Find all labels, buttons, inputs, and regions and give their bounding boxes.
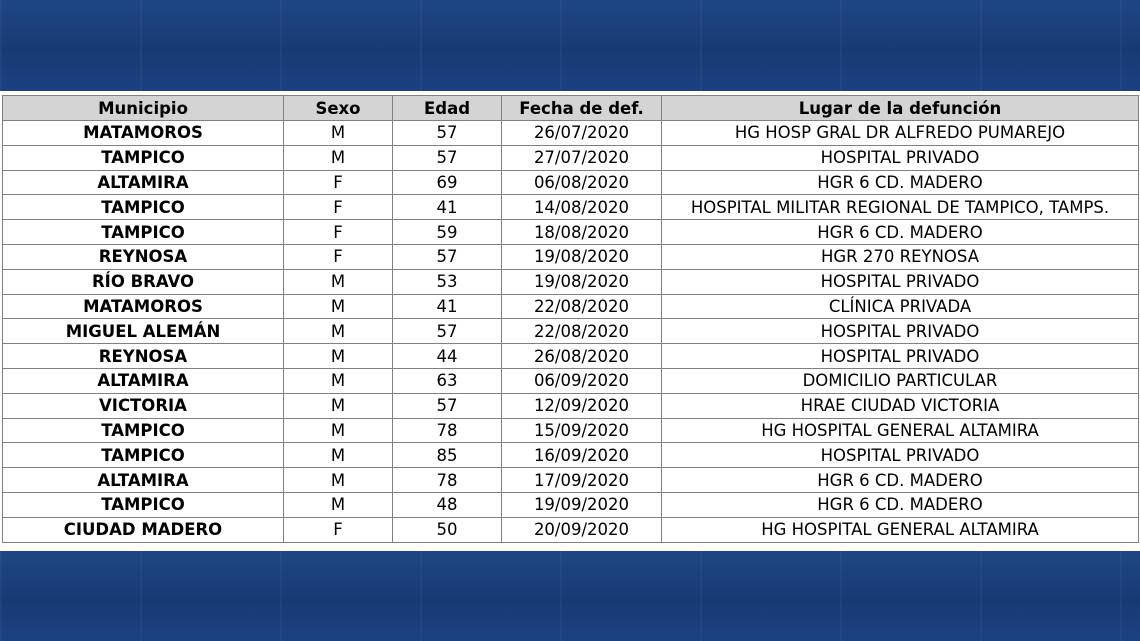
- table-row: [3, 443, 1139, 468]
- cell-edad: 78: [393, 468, 502, 493]
- cell-sexo: M: [284, 319, 393, 344]
- header-municipio: Municipio: [3, 96, 284, 121]
- cell-fecha: 18/08/2020: [502, 220, 662, 245]
- cell-lugar: HOSPITAL PRIVADO: [662, 319, 1139, 344]
- cell-edad: 59: [393, 220, 502, 245]
- cell-municipio: ALTAMIRA: [3, 170, 284, 195]
- cell-municipio: REYNOSA: [3, 244, 284, 269]
- table-row: [3, 344, 1139, 369]
- cell-lugar: HRAE CIUDAD VICTORIA: [662, 393, 1139, 418]
- cell-fecha: 12/09/2020: [502, 393, 662, 418]
- cell-municipio: TAMPICO: [3, 145, 284, 170]
- cell-municipio: MIGUEL ALEMÁN: [3, 319, 284, 344]
- table-row: [3, 418, 1139, 443]
- cell-lugar: HG HOSP GRAL DR ALFREDO PUMAREJO: [662, 121, 1139, 146]
- cell-fecha: 27/07/2020: [502, 145, 662, 170]
- table-row: [3, 319, 1139, 344]
- cell-fecha: 22/08/2020: [502, 319, 662, 344]
- cell-fecha: 15/09/2020: [502, 418, 662, 443]
- cell-sexo: F: [284, 170, 393, 195]
- cell-lugar: HOSPITAL PRIVADO: [662, 269, 1139, 294]
- cell-lugar: HOSPITAL PRIVADO: [662, 145, 1139, 170]
- cell-edad: 57: [393, 244, 502, 269]
- cell-lugar: HG HOSPITAL GENERAL ALTAMIRA: [662, 418, 1139, 443]
- cell-fecha: 17/09/2020: [502, 468, 662, 493]
- cell-municipio: RÍO BRAVO: [3, 269, 284, 294]
- cell-edad: 57: [393, 121, 502, 146]
- header-lugar: Lugar de la defunción: [662, 96, 1139, 121]
- cell-fecha: 06/09/2020: [502, 368, 662, 393]
- table-body: [3, 121, 1139, 543]
- cell-edad: 57: [393, 145, 502, 170]
- header-row: [3, 96, 1139, 121]
- table-row: [3, 220, 1139, 245]
- table-row: [3, 393, 1139, 418]
- cell-fecha: 26/08/2020: [502, 344, 662, 369]
- cell-lugar: HGR 6 CD. MADERO: [662, 468, 1139, 493]
- cell-edad: 69: [393, 170, 502, 195]
- cell-municipio: TAMPICO: [3, 443, 284, 468]
- background-top-band: [0, 0, 1140, 91]
- cell-municipio: VICTORIA: [3, 393, 284, 418]
- table-row: [3, 145, 1139, 170]
- cell-sexo: M: [284, 145, 393, 170]
- table-row: [3, 492, 1139, 517]
- cell-sexo: M: [284, 393, 393, 418]
- cell-municipio: TAMPICO: [3, 195, 284, 220]
- cell-sexo: M: [284, 368, 393, 393]
- cell-fecha: 22/08/2020: [502, 294, 662, 319]
- cell-sexo: M: [284, 418, 393, 443]
- cell-fecha: 26/07/2020: [502, 121, 662, 146]
- table-row: [3, 517, 1139, 542]
- cell-municipio: TAMPICO: [3, 492, 284, 517]
- cell-lugar: HOSPITAL PRIVADO: [662, 443, 1139, 468]
- cell-lugar: HOSPITAL MILITAR REGIONAL DE TAMPICO, TAMPS.: [662, 195, 1139, 220]
- cell-lugar: HGR 6 CD. MADERO: [662, 170, 1139, 195]
- cell-lugar: CLÍNICA PRIVADA: [662, 294, 1139, 319]
- cell-municipio: CIUDAD MADERO: [3, 517, 284, 542]
- table-row: [3, 195, 1139, 220]
- cell-fecha: 20/09/2020: [502, 517, 662, 542]
- cell-edad: 57: [393, 319, 502, 344]
- cell-edad: 85: [393, 443, 502, 468]
- spreadsheet-panel: [0, 91, 1140, 551]
- cell-sexo: F: [284, 244, 393, 269]
- table-row: [3, 170, 1139, 195]
- cell-lugar: HOSPITAL PRIVADO: [662, 344, 1139, 369]
- cell-sexo: F: [284, 517, 393, 542]
- cell-sexo: M: [284, 121, 393, 146]
- background-bottom-band: [0, 551, 1140, 641]
- cell-municipio: REYNOSA: [3, 344, 284, 369]
- cell-lugar: DOMICILIO PARTICULAR: [662, 368, 1139, 393]
- table-row: [3, 368, 1139, 393]
- header-fecha: Fecha de def.: [502, 96, 662, 121]
- cell-fecha: 19/09/2020: [502, 492, 662, 517]
- cell-municipio: ALTAMIRA: [3, 468, 284, 493]
- cell-municipio: MATAMOROS: [3, 121, 284, 146]
- cell-edad: 50: [393, 517, 502, 542]
- table-row: [3, 468, 1139, 493]
- cell-lugar: HGR 6 CD. MADERO: [662, 220, 1139, 245]
- cell-municipio: TAMPICO: [3, 418, 284, 443]
- cell-sexo: M: [284, 294, 393, 319]
- cell-lugar: HGR 270 REYNOSA: [662, 244, 1139, 269]
- cell-lugar: HGR 6 CD. MADERO: [662, 492, 1139, 517]
- cell-sexo: M: [284, 344, 393, 369]
- cell-edad: 57: [393, 393, 502, 418]
- cell-sexo: F: [284, 195, 393, 220]
- cell-sexo: F: [284, 220, 393, 245]
- table-row: [3, 294, 1139, 319]
- cell-edad: 48: [393, 492, 502, 517]
- cell-edad: 63: [393, 368, 502, 393]
- cell-fecha: 16/09/2020: [502, 443, 662, 468]
- cell-municipio: ALTAMIRA: [3, 368, 284, 393]
- cell-edad: 44: [393, 344, 502, 369]
- header-edad: Edad: [393, 96, 502, 121]
- header-sexo: Sexo: [284, 96, 393, 121]
- cell-edad: 41: [393, 195, 502, 220]
- table-row: [3, 269, 1139, 294]
- cell-edad: 78: [393, 418, 502, 443]
- cell-edad: 53: [393, 269, 502, 294]
- cell-municipio: TAMPICO: [3, 220, 284, 245]
- cell-fecha: 19/08/2020: [502, 244, 662, 269]
- cell-fecha: 06/08/2020: [502, 170, 662, 195]
- cell-fecha: 14/08/2020: [502, 195, 662, 220]
- cell-sexo: M: [284, 468, 393, 493]
- cell-lugar: HG HOSPITAL GENERAL ALTAMIRA: [662, 517, 1139, 542]
- deaths-table: [2, 95, 1139, 543]
- cell-edad: 41: [393, 294, 502, 319]
- cell-sexo: M: [284, 269, 393, 294]
- cell-sexo: M: [284, 443, 393, 468]
- cell-municipio: MATAMOROS: [3, 294, 284, 319]
- table-row: [3, 121, 1139, 146]
- cell-fecha: 19/08/2020: [502, 269, 662, 294]
- table-row: [3, 244, 1139, 269]
- cell-sexo: M: [284, 492, 393, 517]
